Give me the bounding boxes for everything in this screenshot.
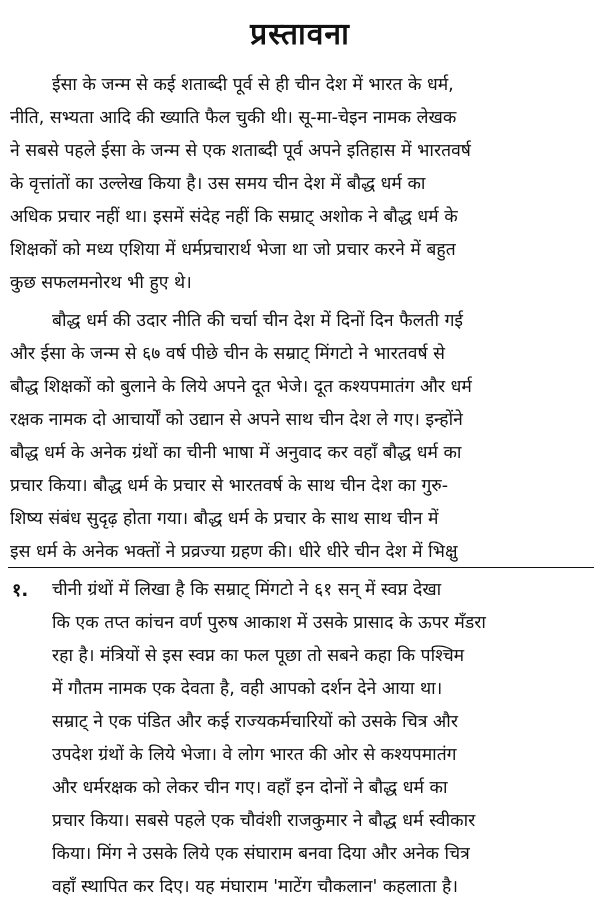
paragraph-1-line-5: अधिक प्रचार नहीं था। इसमें संदेह नहीं कि सम्राट् अशोक ने बौद्ध धर्म के <box>10 207 458 227</box>
paragraph-1-line-4: के वृत्तांतों का उल्लेख किया है। उस समय चीन देश में बौद्ध धर्म का <box>10 174 426 194</box>
page-title: प्रस्तावना <box>250 17 350 52</box>
paragraph-1-line-6: शिक्षकों को मध्य एशिया में धर्मप्रचारार्थ भेजा था जो प्रचार करने में बहुत <box>10 240 456 260</box>
footnote-line-3: रहा है। मंत्रियों से इस स्वप्न का फल पूछा तो सबने कहा कि पश्चिम <box>52 646 465 666</box>
paragraph-2-line-6: प्रचार किया। बौद्ध धर्म के प्रचार से भारतवर्ष के साथ चीन देश का गुरु- <box>10 476 449 496</box>
footnote-line-6: उपदेश ग्रंथों के लिये भेजा। वे लोग भारत की ओर से कश्यपमातंग <box>52 745 457 765</box>
footnote-line-1: चीनी ग्रंथों में लिखा है कि सम्राट् मिंगटो ने ६१ सन् में स्वप्न देखा <box>52 580 442 600</box>
paragraph-2-line-2: और ईसा के जन्म से ६७ वर्ष पीछे चीन के सम्राट् मिंगटो ने भारतवर्ष से <box>10 344 445 364</box>
footnote-line-10: वहाँ स्थापित कर दिए। यह मंघाराम 'माटेंग चौकलान' कहलाता है। <box>52 877 458 897</box>
paragraph-1-line-1: ईसा के जन्म से कई शताब्दी पूर्व से ही चीन देश में भारत के धर्म, <box>52 75 454 95</box>
footnote-line-2: कि एक तप्त कांचन वर्ण पुरुष आकाश में उसके प्रासाद के ऊपर मँडरा <box>52 613 486 633</box>
footnote-line-8: प्रचार किया। सबसे पहले एक चौवंशी राजकुमार ने बौद्ध धर्म स्वीकार <box>52 811 476 831</box>
paragraph-2-line-7: शिष्य संबंध सुदृढ़ होता गया। बौद्ध धर्म के प्रचार के साथ साथ चीन में <box>10 509 439 529</box>
paragraph-2-line-4: रक्षक नामक दो आचार्यों को उद्यान से अपने साथ चीन देश ले गए। इन्होंने <box>10 410 463 430</box>
paragraph-1-line-7: कुछ सफलमनोरथ भी हुए थे। <box>10 273 192 293</box>
paragraph-2-line-1: बौद्ध धर्म की उदार नीति की चर्चा चीन देश में दिनों दिन फैलती गई <box>52 311 464 331</box>
paragraph-2-line-8: इस धर्म के अनेक भक्तों ने प्रव्रज्या ग्रहण की। धीरे धीरे चीन देश में भिक्षु <box>10 542 458 562</box>
footnote-line-4: में गौतम नामक एक देवता है, वही आपको दर्शन देने आया था। <box>52 679 443 699</box>
footnote-separator <box>8 567 594 568</box>
footnote-line-7: और धर्मरक्षक को लेकर चीन गए। वहाँ इन दोनों ने बौद्ध धर्म का <box>52 778 448 798</box>
paragraph-2-line-3: बौद्ध शिक्षकों को बुलाने के लिये अपने दूत भेजे। दूत कश्यपमातंग और धर्म <box>10 377 472 397</box>
paragraph-1-line-2: नीति, सभ्यता आदि की ख्याति फैल चुकी थी। सू-मा-चेइन नामक लेखक <box>10 108 457 128</box>
footnote-line-5: सम्राट् ने एक पंडित और कई राज्यकर्मचारियों को उसके चित्र और <box>52 712 458 732</box>
paragraph-1-line-3: ने सबसे पहले ईसा के जन्म से एक शताब्दी पूर्व अपने इतिहास में भारतवर्ष <box>10 141 471 161</box>
footnote-line-9: किया। मिंग ने उसके लिये एक संघाराम बनवा दिया और अनेक चित्र <box>52 844 470 864</box>
footnote-number: १. <box>12 580 29 601</box>
paragraph-2-line-5: बौद्ध धर्म के अनेक ग्रंथों का चीनी भाषा में अनुवाद कर वहाँ बौद्ध धर्म का <box>10 443 462 463</box>
